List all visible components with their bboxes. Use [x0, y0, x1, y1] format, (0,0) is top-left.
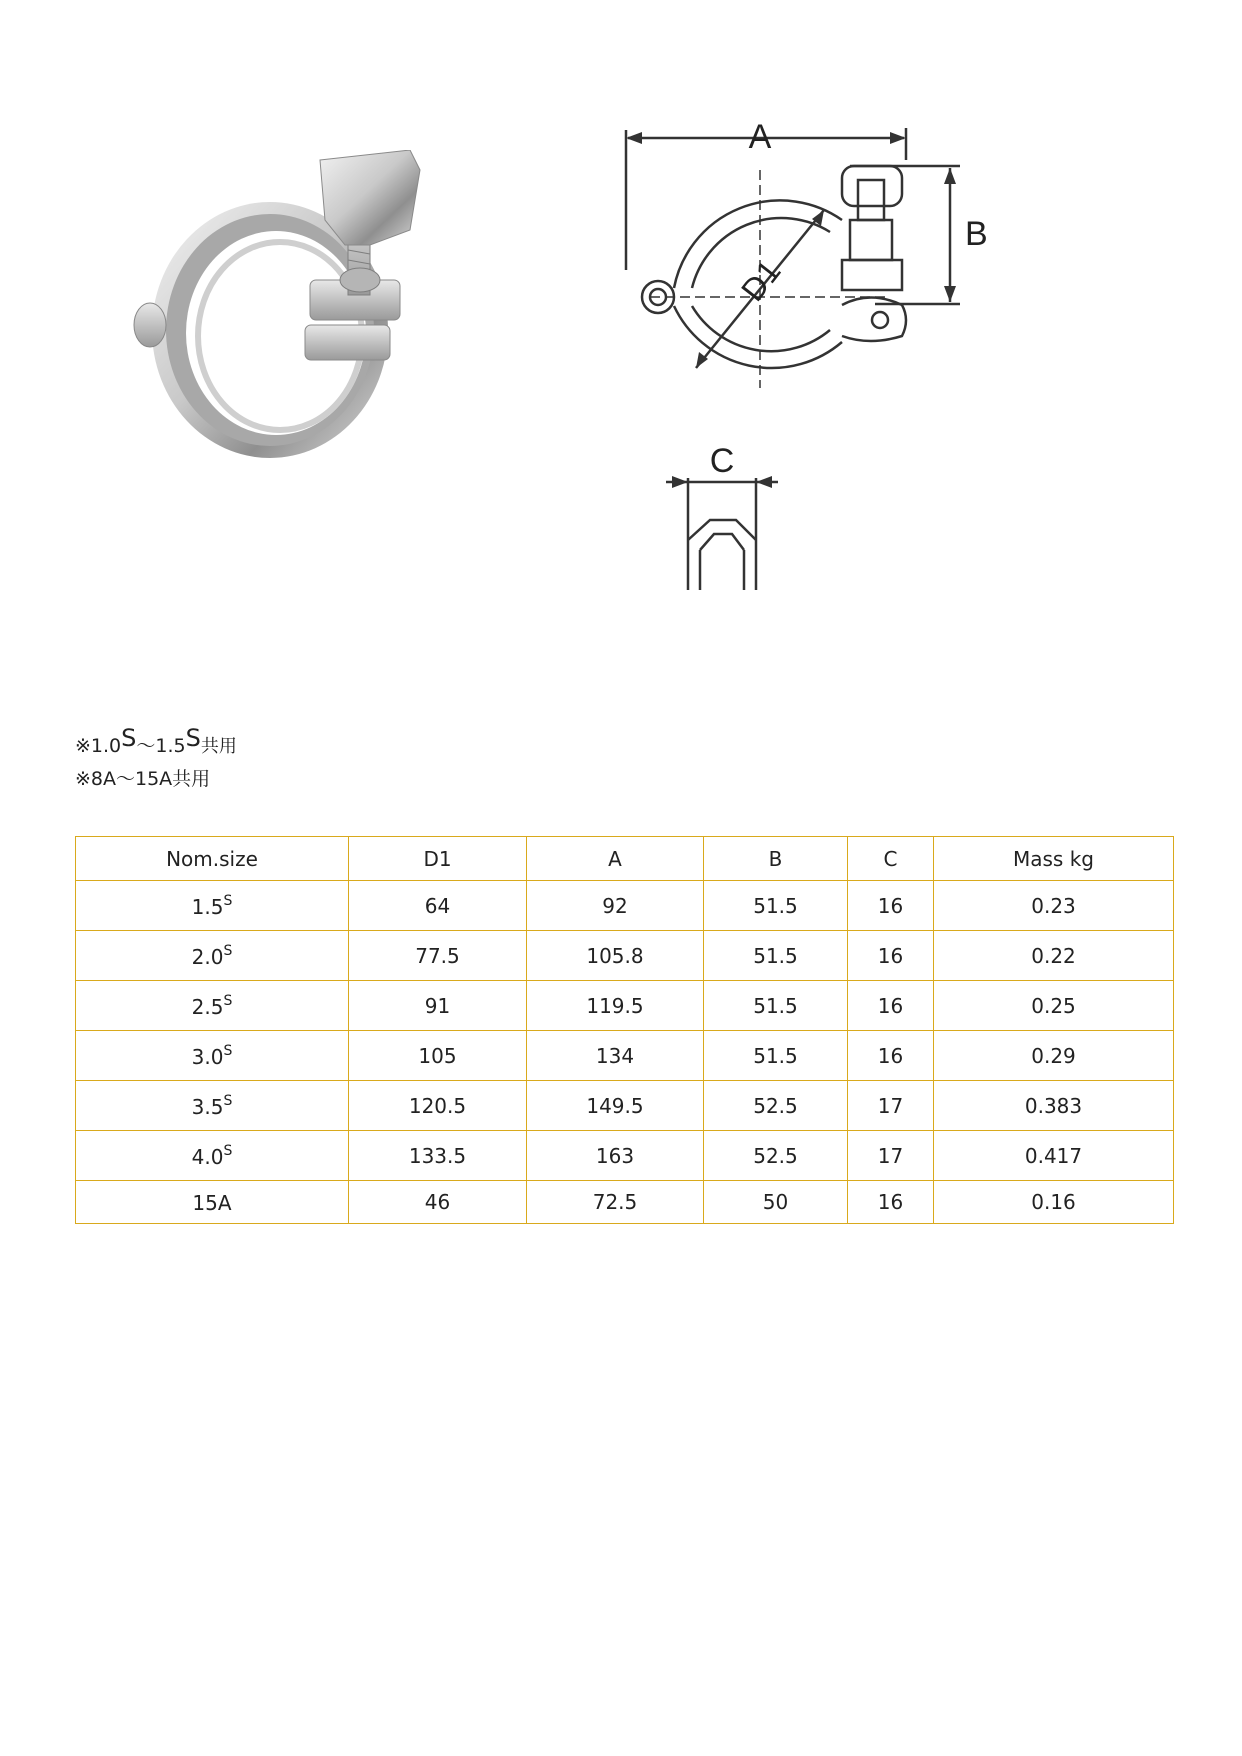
cell-d1: 120.5	[349, 1081, 527, 1131]
cell-b: 52.5	[704, 1081, 848, 1131]
cell-d1: 77.5	[349, 931, 527, 981]
cell-size: 15A	[76, 1181, 349, 1224]
header-mass: Mass kg	[934, 837, 1174, 881]
table-row	[76, 1131, 1174, 1181]
cell-size: $1.5^S$	[76, 881, 349, 931]
cell-c: 16	[848, 1031, 934, 1081]
cell-d1: 91	[349, 981, 527, 1031]
cell-d1: 105	[349, 1031, 527, 1081]
dimension-table	[75, 836, 1174, 1224]
cell-a: 134	[527, 1031, 704, 1081]
cell-a: 149.5	[527, 1081, 704, 1131]
cell-size: $3.0^S$	[76, 1031, 349, 1081]
cell-a: 105.8	[527, 931, 704, 981]
cell-size: $2.5^S$	[76, 981, 349, 1031]
cell-mass: 0.29	[934, 1031, 1174, 1081]
cell-b: 51.5	[704, 881, 848, 931]
cell-mass: 0.16	[934, 1181, 1174, 1224]
cell-size: $2.0^S$	[76, 931, 349, 981]
cell-c: 16	[848, 881, 934, 931]
table-header-row	[76, 837, 1174, 881]
cell-c: 17	[848, 1081, 934, 1131]
cell-d1: 46	[349, 1181, 527, 1224]
cell-mass: 0.23	[934, 881, 1174, 931]
cell-mass: 0.383	[934, 1081, 1174, 1131]
cell-c: 16	[848, 1181, 934, 1224]
dimension-label-d1: D1	[734, 253, 788, 308]
cell-b: 51.5	[704, 1031, 848, 1081]
header-b: B	[704, 837, 848, 881]
cell-mass: 0.25	[934, 981, 1174, 1031]
cell-size: $3.5^S$	[76, 1081, 349, 1131]
note-line-2: ※8A～15A共用	[75, 768, 211, 790]
table-row	[76, 881, 1174, 931]
cell-mass: 0.417	[934, 1131, 1174, 1181]
cell-a: 92	[527, 881, 704, 931]
cell-d1: 64	[349, 881, 527, 931]
cell-c: 16	[848, 981, 934, 1031]
cell-b: 52.5	[704, 1131, 848, 1181]
cell-c: 16	[848, 931, 934, 981]
header-nom-size: Nom.size	[76, 837, 349, 881]
cell-b: 51.5	[704, 931, 848, 981]
header-c: C	[848, 837, 934, 881]
table-row	[76, 1181, 1174, 1224]
clamp-product-photo	[120, 150, 460, 480]
cell-d1: 133.5	[349, 1131, 527, 1181]
table-row	[76, 981, 1174, 1031]
table-row	[76, 931, 1174, 981]
header-d1: D1	[349, 837, 527, 881]
cell-a: 72.5	[527, 1181, 704, 1224]
dimension-label-a: A	[748, 118, 772, 156]
cell-size: $4.0^S$	[76, 1131, 349, 1181]
table-row	[76, 1031, 1174, 1081]
cell-a: 163	[527, 1131, 704, 1181]
table-row	[76, 1081, 1174, 1131]
dimension-label-c: C	[709, 442, 735, 480]
compatibility-notes	[75, 722, 237, 796]
cell-b: 50	[704, 1181, 848, 1224]
clamp-dimension-drawing	[610, 110, 990, 600]
dimension-label-b: B	[965, 215, 988, 253]
header-a: A	[527, 837, 704, 881]
cell-c: 17	[848, 1131, 934, 1181]
cell-b: 51.5	[704, 981, 848, 1031]
cell-a: 119.5	[527, 981, 704, 1031]
cell-mass: 0.22	[934, 931, 1174, 981]
note-line-1: ※1.0S～1.5S共用	[75, 724, 237, 757]
